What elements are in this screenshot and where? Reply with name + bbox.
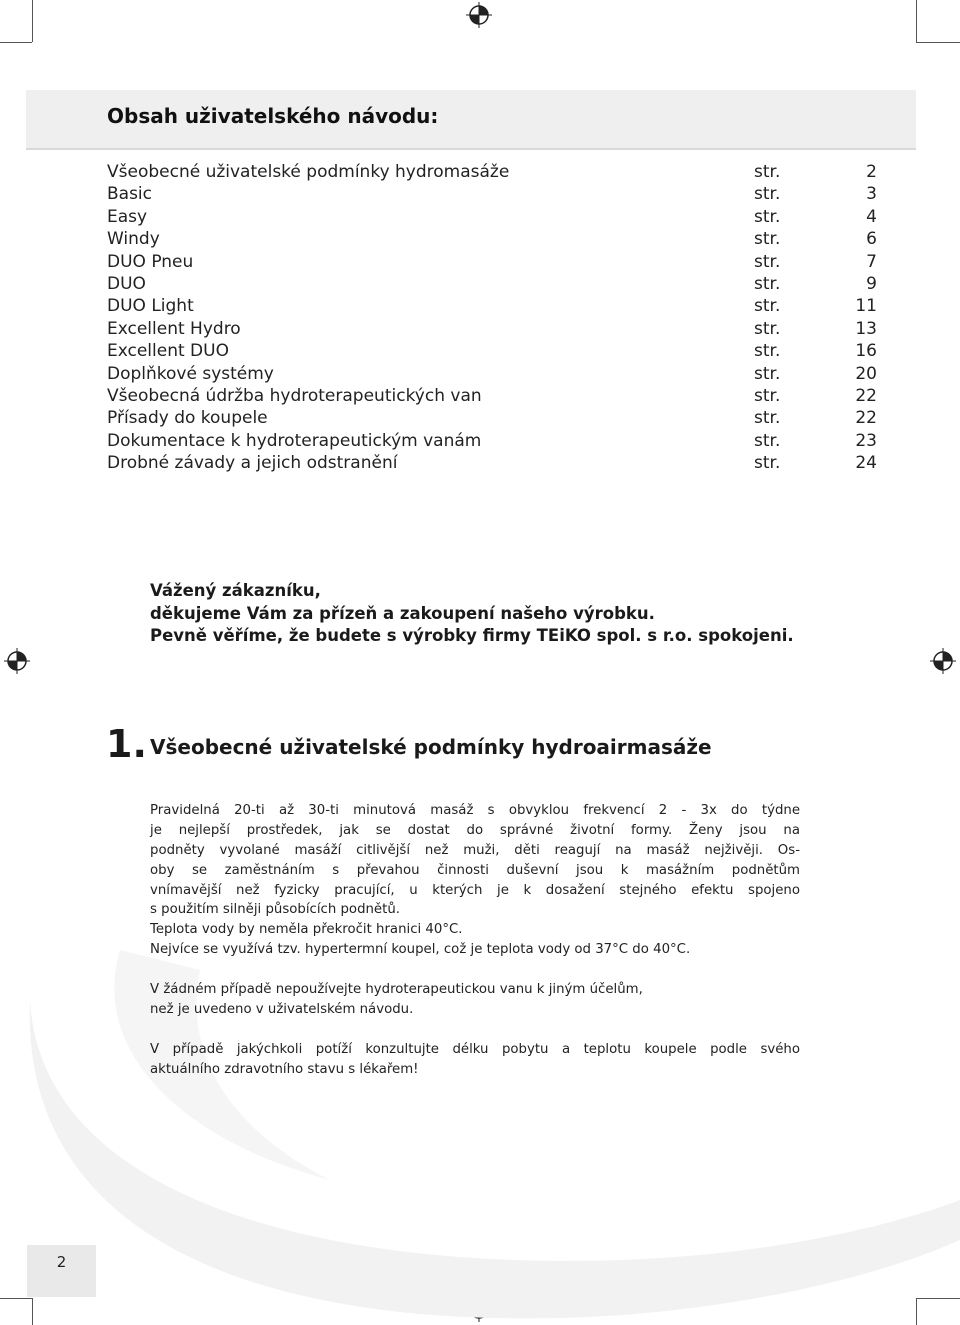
paragraph-gap	[150, 960, 800, 980]
toc-row	[107, 251, 877, 273]
paragraph-line: než je uvedeno v uživatelském návodu.	[150, 1002, 414, 1018]
paragraph-line: V případě jakýchkoli potíží konzultujte délku pobytu a teplotu koupele podle svého	[150, 1041, 800, 1057]
paragraph-line: s použitím silněji působících podnětů.	[150, 902, 400, 918]
toc-page: 4	[866, 206, 877, 227]
toc-page: 16	[855, 341, 877, 362]
toc-row	[107, 228, 877, 250]
toc-page: 9	[866, 273, 877, 294]
toc-row	[107, 430, 877, 452]
greeting-line: děkujeme Vám za přízeň a zakoupení našeho výrobku.	[150, 603, 655, 623]
toc-row	[107, 363, 877, 385]
paragraph-line: vnímavější než fyzicky pracující, u kterých je k dosažení stejného efektu spojeno	[150, 882, 800, 898]
toc-row	[107, 385, 877, 407]
toc-label: DUO Light	[107, 296, 194, 317]
toc-page: 22	[855, 385, 877, 406]
section-number: 1.	[106, 722, 147, 766]
paragraph-line: aktuálního zdravotního stavu s lékařem!	[150, 1061, 419, 1077]
title-band	[26, 90, 916, 150]
toc-str: str.	[754, 318, 781, 339]
toc-str: str.	[754, 296, 781, 317]
toc-row	[107, 206, 877, 228]
paragraph-line: je nejlepší prostředek, jak se dostat do správné životní formy. Ženy jsou na	[150, 822, 800, 838]
paragraph-line: podněty vyvolané masáží citlivější než muži, děti reagují na masáž nejživěji. Os-	[150, 842, 800, 858]
page-number-box	[27, 1245, 96, 1297]
toc-str: str.	[754, 341, 781, 362]
registration-mark-icon	[930, 648, 956, 674]
registration-mark-icon	[4, 648, 30, 674]
toc-page: 7	[866, 251, 877, 272]
toc-label: Excellent DUO	[107, 341, 229, 362]
toc-page: 11	[855, 296, 877, 317]
toc-str: str.	[754, 453, 781, 474]
toc-page: 22	[855, 408, 877, 429]
toc-label: DUO Pneu	[107, 251, 194, 272]
toc-title: Obsah uživatelského návodu:	[107, 104, 439, 128]
toc-label: Dokumentace k hydroterapeutickým vanám	[107, 430, 482, 451]
toc-label: DUO	[107, 273, 146, 294]
toc-page: 24	[855, 453, 877, 474]
toc-page: 13	[855, 318, 877, 339]
toc-str: str.	[754, 162, 781, 182]
paragraph-line: Nejvíce se využívá tzv. hypertermní koupel, což je teplota vody od 37°C do 40°C.	[150, 942, 691, 958]
section-title: Všeobecné uživatelské podmínky hydroairmasáže	[150, 735, 712, 759]
toc-label: Doplňkové systémy	[107, 363, 274, 384]
page-number: 2	[56, 1253, 67, 1271]
crop-mark	[32, 0, 33, 42]
section-body	[150, 801, 800, 1080]
toc-label: Easy	[107, 206, 148, 227]
toc-str: str.	[754, 385, 781, 406]
toc-str: str.	[754, 273, 781, 294]
toc-str: str.	[754, 184, 781, 205]
table-of-contents	[107, 161, 877, 474]
customer-greeting	[150, 580, 794, 648]
toc-label: Přísady do koupele	[107, 408, 268, 429]
toc-label: Drobné závady a jejich odstranění	[107, 453, 398, 474]
toc-page: 23	[855, 430, 877, 451]
toc-str: str.	[754, 363, 781, 384]
paragraph-line: Teplota vody by neměla překročit hranici 40°C.	[150, 922, 463, 938]
toc-str: str.	[754, 206, 781, 227]
paragraph-line: oby se zaměstnáním s převahou činnosti duševní jsou k masážním podnětům	[150, 862, 800, 878]
toc-row	[107, 295, 877, 317]
toc-row	[107, 183, 877, 205]
paragraph-gap	[150, 1020, 800, 1040]
toc-str: str.	[754, 430, 781, 451]
toc-page: 20	[855, 363, 877, 384]
toc-page: 6	[866, 229, 877, 250]
greeting-line: Pevně věříme, že budete s výrobky firmy TEiKO spol. s r.o. spokojeni.	[150, 626, 794, 645]
toc-row	[107, 161, 877, 183]
toc-row	[107, 407, 877, 429]
toc-page: 3	[866, 184, 877, 205]
registration-mark-icon	[466, 2, 492, 28]
toc-str: str.	[754, 229, 781, 250]
toc-label: Basic	[107, 184, 153, 205]
toc-label: Excellent Hydro	[107, 318, 241, 339]
toc-label: Všeobecné uživatelské podmínky hydromasáže	[107, 162, 510, 182]
paragraph-line: V žádném případě nepoužívejte hydroterapeutickou vanu k jiným účelům,	[150, 982, 643, 998]
toc-page: 2	[866, 162, 877, 182]
crop-mark	[916, 42, 960, 43]
paragraph-line: Pravidelná 20-ti až 30-ti minutová masáž s obvyklou frekvencí 2 - 3x do týdne	[150, 803, 800, 818]
toc-row	[107, 273, 877, 295]
toc-row	[107, 452, 877, 474]
toc-row	[107, 318, 877, 340]
crop-mark	[916, 0, 917, 42]
toc-str: str.	[754, 251, 781, 272]
toc-str: str.	[754, 408, 781, 429]
crop-mark	[0, 42, 32, 43]
toc-label: Všeobecná údržba hydroterapeutických van	[107, 385, 482, 406]
toc-label: Windy	[107, 229, 160, 250]
greeting-line: Vážený zákazníku,	[150, 581, 321, 600]
toc-row	[107, 340, 877, 362]
